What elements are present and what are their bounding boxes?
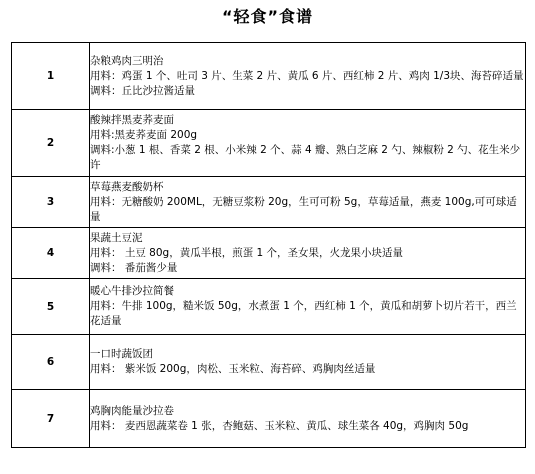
row-number: 3 [12,177,90,228]
ingredients-line: 用料： 紫米饭 200g，肉松、玉米粒、海苔碎、鸡胸肉丝适量 [90,363,376,375]
table-row [12,228,526,279]
recipe-cell [90,177,526,228]
row-number: 7 [12,390,90,448]
seasoning-line: 调料:小葱 1 根、香菜 2 根、小米辣 2 个、蒜 4 瓣、熟白芝麻 2 勺、辣椒粉 2 勺、花生米少许 [90,144,521,171]
table-row [12,279,526,335]
recipe-cell [90,110,526,177]
ingredients-line: 用料：鸡蛋 1 个、吐司 3 片、生菜 2 片、黄瓜 6 片、西红柿 2 片、鸡肉 1/3块、海苔碎适量 [90,69,524,82]
page-title: “轻食”食谱 [221,7,314,26]
row-number: 1 [12,43,90,110]
recipe-table [11,42,526,448]
ingredients-line: 用料：牛排 100g，糙米饭 50g，水煮蛋 1 个，西红柿 1 个，黄瓜和胡萝卜切片若干，西兰花适量 [90,300,517,327]
recipe-cell [90,279,526,335]
row-number: 4 [12,228,90,279]
recipe-cell [90,390,526,448]
recipe-name: 酸辣拌黑麦荞麦面 [90,114,174,126]
recipe-cell [90,228,526,279]
row-number: 6 [12,335,90,390]
recipe-name: 杂粮鸡肉三明治 [90,54,164,67]
row-number: 2 [12,110,90,177]
table-row [12,177,526,228]
table-row [12,335,526,390]
ingredients-line: 用料： 土豆 80g，黄瓜半根，煎蛋 1 个，圣女果，火龙果小块适量 [90,246,404,259]
seasoning-line: 调料： 番茄酱少量 [90,261,178,274]
recipe-cell [90,43,526,110]
table-row [12,110,526,177]
recipe-cell [90,335,526,390]
ingredients-line: 用料： 麦西恩蔬菜卷 1 张，杏鲍菇、玉米粒、黄瓜、球生菜各 40g，鸡胸肉 50g [90,419,469,432]
recipe-name: 一口时蔬饭团 [90,348,153,360]
ingredients-line: 用料：无糖酸奶 200ML，无糖豆浆粉 20g，生可可粉 5g，草莓适量，燕麦 100g,可可球适量 [90,195,517,223]
table-row [12,43,526,110]
ingredients-line: 用料:黑麦荞麦面 200g [90,129,198,141]
recipe-name: 果蔬土豆泥 [90,231,143,244]
seasoning-line: 调料：丘比沙拉酱适量 [90,84,195,97]
recipe-name: 暖心牛排沙拉简餐 [90,285,174,297]
recipe-name: 草莓燕麦酸奶杯 [90,180,164,193]
table-row [12,390,526,448]
recipe-name: 鸡胸肉能量沙拉卷 [90,404,174,417]
row-number: 5 [12,279,90,335]
